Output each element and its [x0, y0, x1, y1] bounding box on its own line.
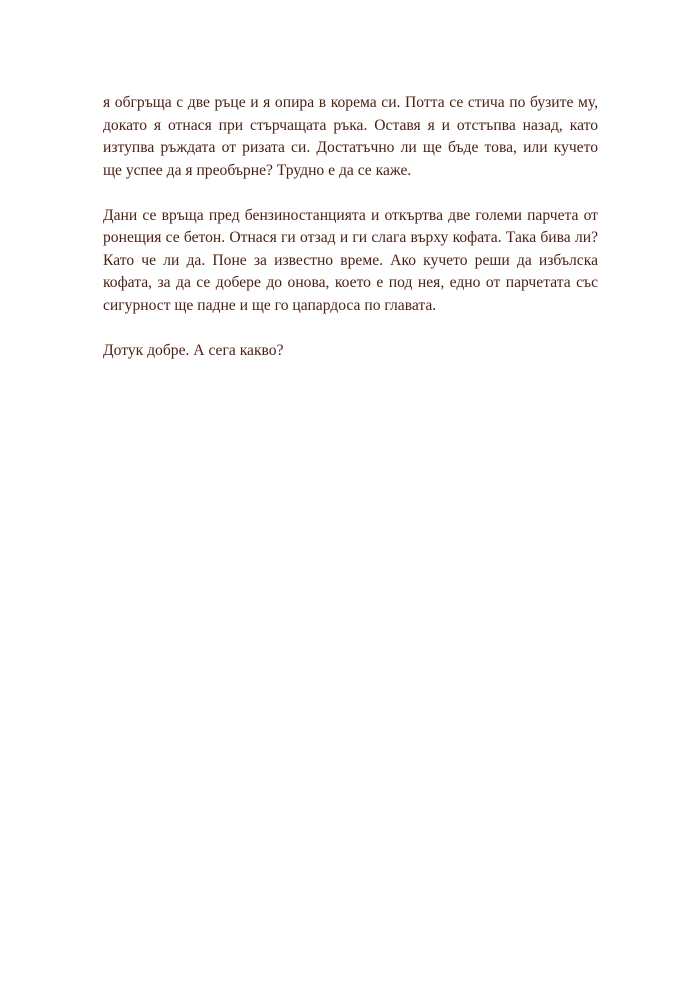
text-line: ще успее да я преобърне? Трудно е да се каже. — [103, 161, 412, 179]
text-line: Като че ли да. Поне за известно време. Ако кучето реши да избълска — [103, 251, 598, 269]
document-body — [103, 92, 598, 385]
text-line: Дани се връща пред бензиностанцията и откъртва две големи парчета от — [103, 206, 598, 224]
paragraph-2 — [103, 205, 598, 318]
text-line: ронещия се бетон. Отнася ги отзад и ги слага върху кофата. Така бива ли? — [103, 229, 598, 246]
paragraph-1 — [103, 92, 598, 182]
text-line: я обгръща с две ръце и я опира в корема си. Потта се стича по бузите му, — [103, 94, 598, 111]
text-line: сигурност ще падне и ще го цапардоса по главата. — [103, 296, 437, 314]
text-line: Дотук добре. А сега какво? — [103, 341, 284, 359]
text-line: изтупва ръждата от ризата си. Достатъчно ли ще бъде това, или кучето — [103, 139, 598, 156]
text-line: кофата, за да се добере до онова, което е под нея, едно от парчетата със — [103, 274, 598, 291]
text-line: докато я отнася при стърчащата ръка. Оставя я и отстъпва назад, като — [103, 116, 598, 134]
paragraph-3 — [103, 340, 598, 363]
